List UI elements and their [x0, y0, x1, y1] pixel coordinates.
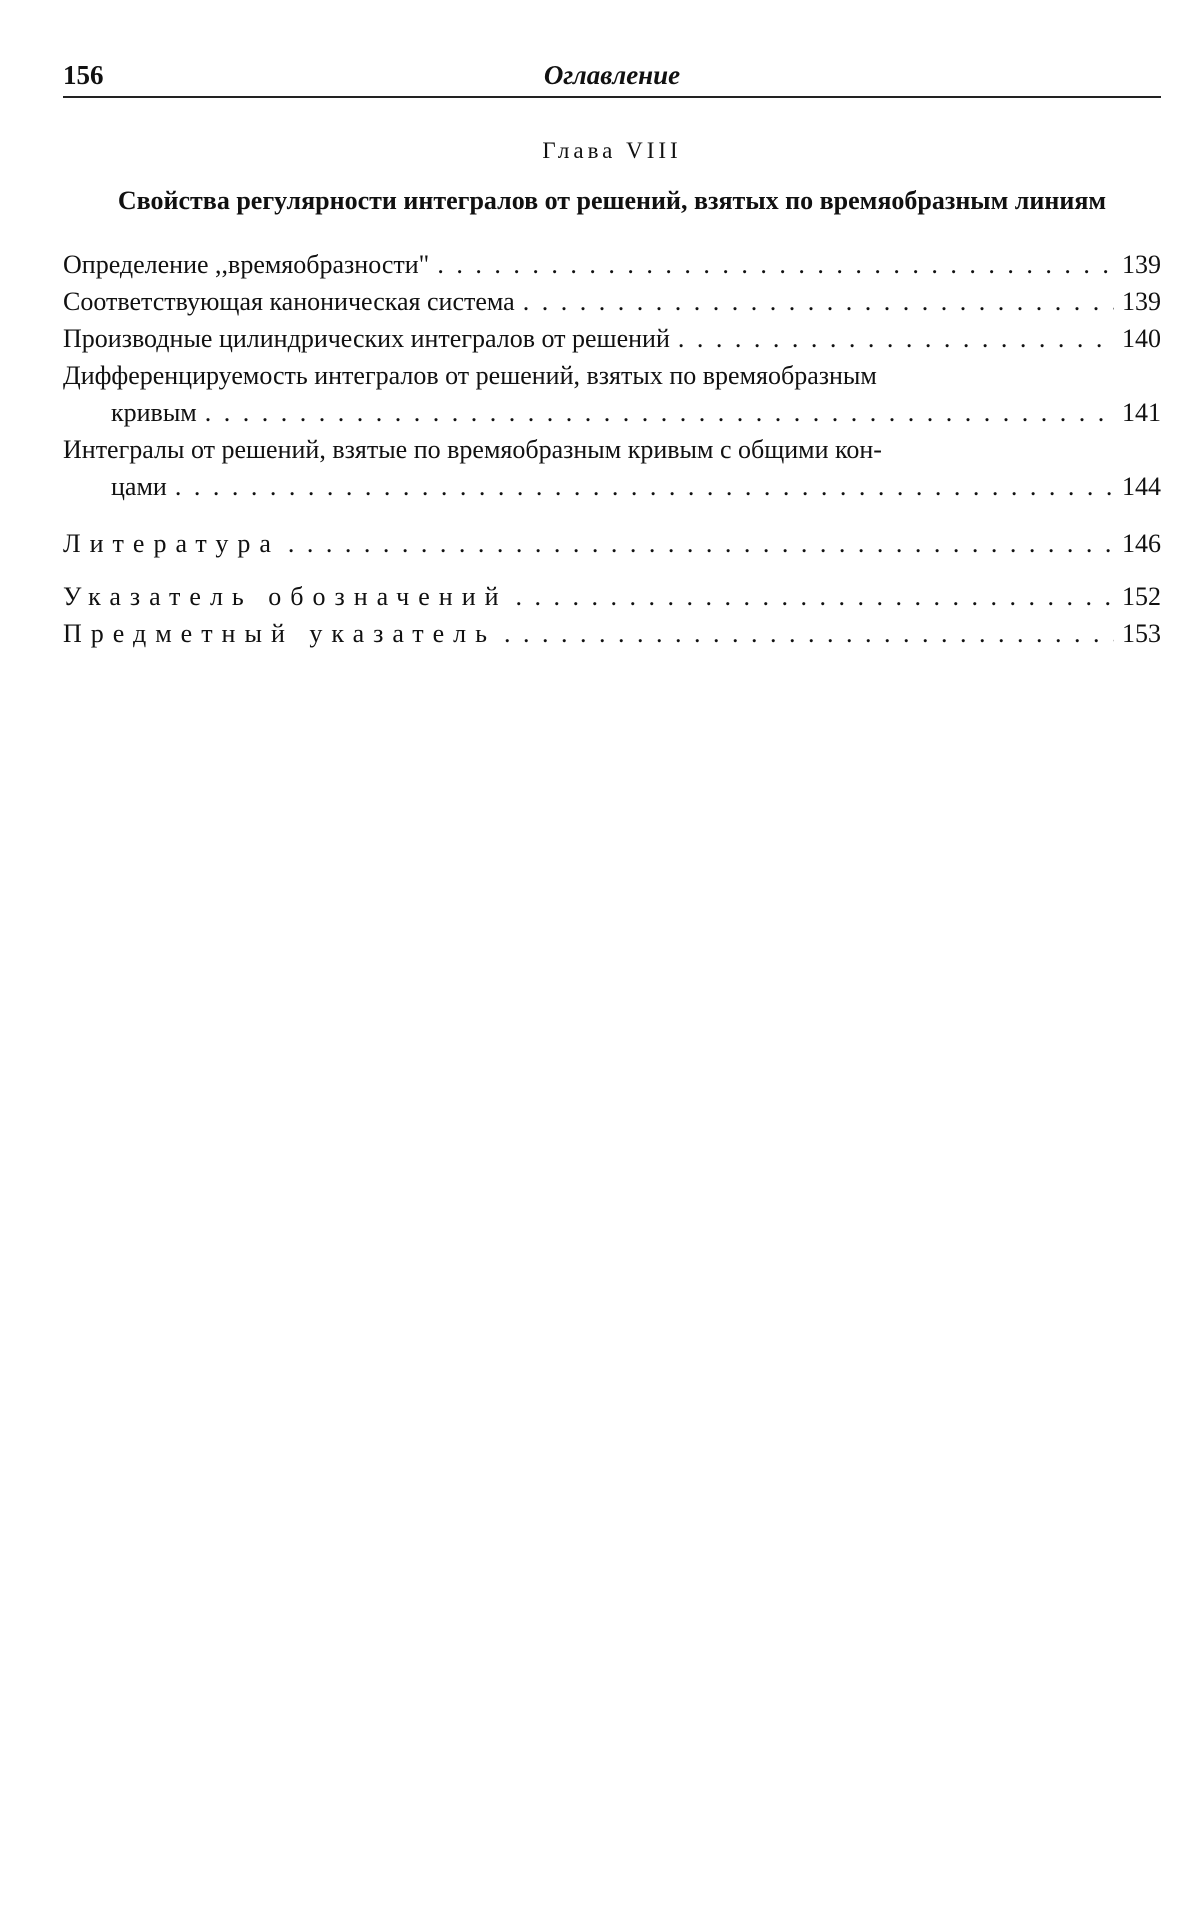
- toc-entry-title: Указатель обозначений: [63, 582, 508, 611]
- toc-entry-page: 140: [1122, 324, 1161, 353]
- toc-entry-page: 144: [1122, 472, 1161, 501]
- dot-leader: [437, 246, 1114, 283]
- toc-entry[interactable]: [63, 320, 1161, 357]
- toc-entry-page: 139: [1122, 250, 1161, 279]
- toc-entry-title: Дифференцируемость интегралов от решений, взятых по времяобразным: [63, 361, 877, 390]
- toc-entry-continuation: [63, 468, 1161, 505]
- toc-entry-page: 153: [1122, 619, 1161, 648]
- toc-entry-title-continued: цами: [111, 472, 167, 501]
- toc-entry-continuation: [63, 394, 1161, 431]
- toc-entry-page: 152: [1122, 582, 1161, 611]
- toc-entry[interactable]: [63, 283, 1161, 320]
- dot-leader: [205, 394, 1114, 431]
- running-head: [63, 58, 1161, 98]
- toc-entry-page: 139: [1122, 287, 1161, 316]
- toc-entry-subject-index[interactable]: [63, 615, 1161, 652]
- dot-leader: [288, 525, 1114, 562]
- toc-entry-title: Производные цилиндрических интегралов от решений: [63, 324, 670, 353]
- toc-entry-title: Литература: [63, 529, 280, 558]
- dot-leader: [516, 578, 1114, 615]
- toc-entry-title: Определение ,,времяобразности": [63, 250, 430, 279]
- toc-entry-title: Предметный указатель: [63, 619, 497, 648]
- toc-list: [63, 246, 1161, 652]
- toc-entry[interactable]: [63, 246, 1161, 283]
- toc-entry-page: 146: [1122, 529, 1161, 558]
- dot-leader: [504, 615, 1114, 652]
- toc-entry-title: Интегралы от решений, взятые по времяобразным кривым с общими кон-: [63, 435, 882, 464]
- page-number: 156: [63, 60, 104, 90]
- toc-entry[interactable]: [63, 431, 1161, 505]
- toc-entry-page: 141: [1122, 398, 1161, 427]
- running-title: Оглавление: [543, 60, 681, 90]
- toc-entry-notation-index[interactable]: [63, 578, 1161, 615]
- dot-leader: [175, 468, 1114, 505]
- toc-entry-literature[interactable]: [63, 525, 1161, 562]
- dot-leader: [523, 283, 1114, 320]
- toc-page: [63, 58, 1161, 652]
- toc-entry-title-continued: кривым: [111, 398, 197, 427]
- header-rule: [63, 96, 1161, 98]
- chapter-title: Свойства регулярности интегралов от решений, взятых по времяобразным линиям: [117, 186, 1107, 215]
- toc-entry-title: Соответствующая каноническая система: [63, 287, 515, 316]
- toc-entry[interactable]: [63, 357, 1161, 431]
- chapter-label: Глава VIII: [542, 138, 682, 163]
- dot-leader: [678, 320, 1114, 357]
